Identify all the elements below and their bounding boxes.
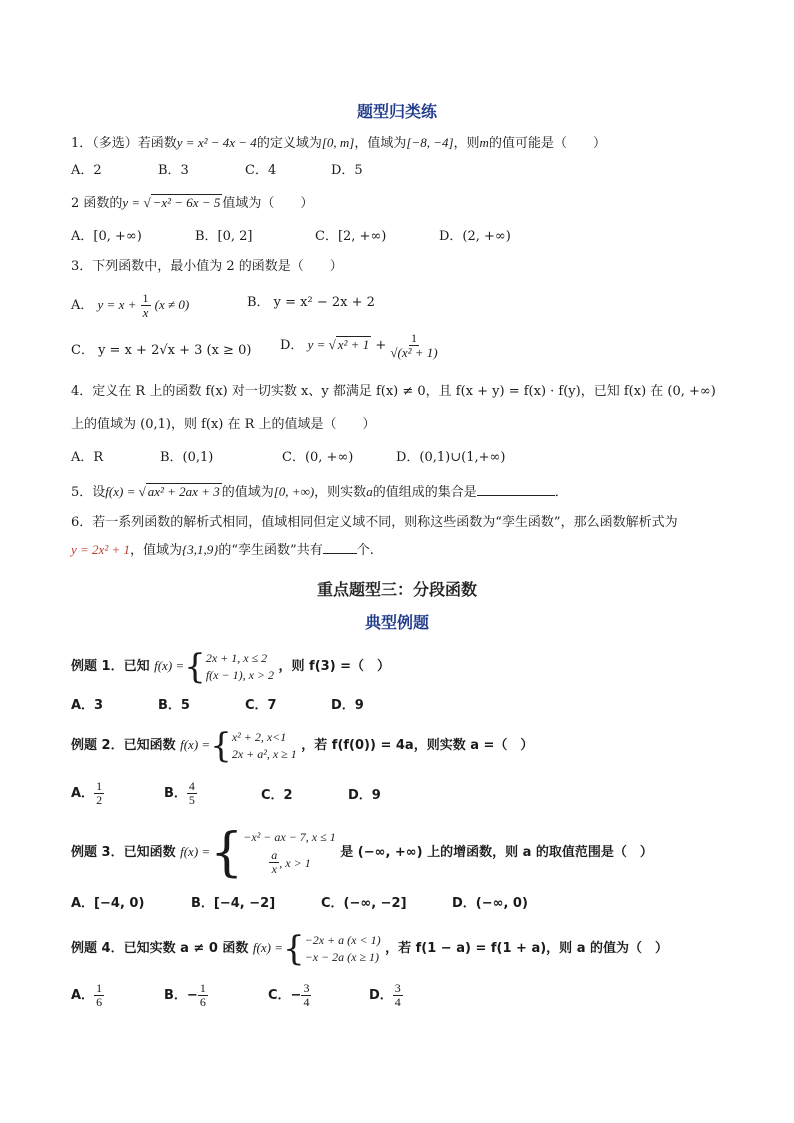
q5-text-c: ，则实数 <box>314 485 367 500</box>
ex3-option-d[interactable]: D．(−∞, 0) <box>452 896 528 911</box>
q2-func-prefix: y = √ <box>122 195 151 210</box>
ex4-fx: f(x) = <box>252 940 283 955</box>
q2-option-a[interactable]: A．[0, +∞) <box>71 229 142 244</box>
practice-section-title: 题型归类练 <box>356 102 437 121</box>
example-1-stem <box>71 646 390 686</box>
q1-text-b: 的定义域为 <box>256 136 322 151</box>
ex3-option-b[interactable]: B．[−4, −2] <box>191 896 276 911</box>
q3-option-d-plus: + <box>375 338 387 353</box>
q1-function: y = x² − 4x − 4 <box>176 135 257 150</box>
q5-text-e: ． <box>554 485 568 500</box>
left-brace-icon: { <box>210 822 244 883</box>
q3-option-a-expr: y = x + <box>97 297 137 312</box>
q1-option-a[interactable]: A．2 <box>71 163 102 178</box>
ex1-tail: ，则 f(3) =（ ） <box>278 659 391 674</box>
ex4-cases <box>305 932 381 966</box>
q6-text-a: ，值域为 <box>129 543 182 558</box>
q1-range: [−8, −4] <box>406 135 454 150</box>
ex4-option-d-label: D． <box>369 988 393 1003</box>
example-3-stem <box>71 823 653 881</box>
q4-option-d[interactable]: D．(0,1)∪(1,+∞) <box>396 450 506 465</box>
fraction-denominator: 6 <box>199 995 206 1009</box>
ex3-option-a[interactable]: A．[−4, 0) <box>71 896 145 911</box>
q2-option-d[interactable]: D．(2, +∞) <box>439 229 511 244</box>
question-3-options-row1 <box>71 288 721 322</box>
ex4-option-a-fraction <box>94 982 104 1009</box>
fraction-denominator: 5 <box>188 793 195 807</box>
q6-answer-blank[interactable] <box>323 541 357 554</box>
ex4-case-1: −2x + a (x < 1) <box>304 932 381 947</box>
q3-option-d-prefix: y = √ <box>307 337 336 352</box>
ex2-option-d[interactable]: D．9 <box>348 788 381 803</box>
q3-option-a[interactable] <box>71 292 189 319</box>
ex2-option-a-label: A． <box>71 786 95 801</box>
ex1-option-c[interactable]: C．7 <box>245 698 277 713</box>
key-section-title: 重点题型三：分段函数 <box>316 580 477 599</box>
question-1-stem <box>71 134 606 153</box>
fraction-numerator: 1 <box>199 981 206 995</box>
q5-answer-blank[interactable] <box>477 483 555 496</box>
q3-option-b[interactable]: B． y = x² − 2x + 2 <box>247 295 375 310</box>
q1-var: m <box>479 135 489 150</box>
left-brace-icon: { <box>184 646 206 687</box>
ex2-option-b-label: B． <box>164 786 187 801</box>
ex1-label: 例题 1．已知 <box>71 659 150 674</box>
question-5-stem <box>71 483 568 502</box>
ex4-option-c[interactable] <box>268 982 311 1009</box>
question-4-line-2: 上的值域为 (0,1)，则 f(x) 在 R 上的值域是（ ） <box>71 417 376 432</box>
ex3-fx: f(x) = <box>180 844 211 859</box>
examples-section-title: 典型例题 <box>364 613 429 632</box>
q6-text-b: 的“孪生函数”共有 <box>218 543 323 558</box>
ex1-fx: f(x) = <box>154 658 185 673</box>
q5-text-b: 的值域为 <box>221 485 274 500</box>
ex3-cases <box>243 829 335 876</box>
ex4-option-c-label: C．− <box>268 988 302 1003</box>
q3-option-c[interactable]: C． y = x + 2√x + 3 (x ≥ 0) <box>71 343 252 358</box>
q2-text-a: 2 函数的 <box>71 196 123 211</box>
ex2-option-b[interactable] <box>164 780 197 807</box>
q2-func-radicand: −x² − 6x − 5 <box>152 195 221 210</box>
ex2-tail: ，若 f(f(0)) = 4a，则实数 a =（ ） <box>301 738 534 753</box>
fraction-denominator: 4 <box>303 995 310 1009</box>
example-2-options <box>71 778 721 814</box>
q5-range: [0, +∞) <box>273 484 315 499</box>
ex3-case-1: −x² − ax − 7, x ≤ 1 <box>243 830 336 844</box>
q6-function: y = 2x² + 1 <box>71 542 130 557</box>
fraction-denominator: x <box>142 305 149 320</box>
q1-text-d: ，则 <box>453 136 480 151</box>
fraction-denominator: 4 <box>394 995 401 1009</box>
q5-text-d: 的值组成的集合是 <box>372 485 477 500</box>
fraction-denominator: x <box>271 862 277 876</box>
fraction-numerator: 1 <box>142 291 149 305</box>
ex2-case-2: 2x + a², x ≥ 1 <box>231 746 297 761</box>
q1-text-c: ，值域为 <box>354 136 407 151</box>
ex4-option-a-label: A． <box>71 988 95 1003</box>
ex3-case-2-fraction <box>269 849 279 876</box>
ex3-label: 例题 3．已知函数 <box>71 845 176 860</box>
q1-option-b[interactable]: B．3 <box>158 163 189 178</box>
ex3-case-2-condition: , x > 1 <box>279 855 311 870</box>
q5-var: a <box>366 484 373 499</box>
fraction-numerator: a <box>271 848 278 862</box>
ex1-option-a[interactable]: A．3 <box>71 698 104 713</box>
ex4-label: 例题 4．已知实数 a ≠ 0 函数 <box>71 941 249 956</box>
ex2-option-a-fraction <box>94 780 104 807</box>
q1-text-e: 的值可能是（ ） <box>488 136 606 151</box>
example-4-stem <box>71 927 668 969</box>
ex3-case-2 <box>269 849 335 876</box>
left-brace-icon: { <box>210 725 232 766</box>
left-brace-icon: { <box>282 928 305 969</box>
q3-option-d-label: D． <box>280 338 304 353</box>
question-6-line-2 <box>71 541 374 560</box>
question-2-stem <box>71 194 313 213</box>
q3-option-d-fraction <box>390 332 437 359</box>
q4-option-c[interactable]: C．(0, +∞) <box>282 450 354 465</box>
ex2-option-c[interactable]: C．2 <box>261 788 293 803</box>
q5-func-radicand: ax² + 2ax + 3 <box>147 484 220 499</box>
q3-option-a-label: A． <box>71 298 94 313</box>
ex1-cases <box>206 650 274 684</box>
ex4-option-d-fraction <box>393 982 403 1009</box>
ex2-option-a[interactable] <box>71 780 104 807</box>
ex4-option-b[interactable] <box>164 982 208 1009</box>
ex2-cases <box>232 729 297 763</box>
ex4-option-b-label: B．− <box>164 988 198 1003</box>
q2-option-c[interactable]: C．[2, +∞) <box>315 229 387 244</box>
fraction-denominator: 6 <box>96 995 103 1009</box>
q3-option-d[interactable] <box>280 332 438 359</box>
q3-option-a-condition: (x ≠ 0) <box>154 297 190 312</box>
q6-range-set: {3,1,9} <box>182 542 219 557</box>
fraction-denominator: 2 <box>96 793 103 807</box>
question-6-line-1: 6．若一系列函数的解析式相同，值域相同但定义域不同，则称这些函数为“孪生函数”，那么函数解析式为 <box>71 515 678 530</box>
fraction-numerator: 3 <box>394 981 401 995</box>
q5-text-a: 5．设 <box>71 485 106 500</box>
ex1-option-b[interactable]: B．5 <box>158 698 190 713</box>
q4-option-a[interactable]: A．R <box>71 450 104 465</box>
ex4-tail: ，若 f(1 − a) = f(1 + a)，则 a 的值为（ ） <box>385 941 668 956</box>
ex4-option-b-fraction <box>198 982 208 1009</box>
q3-option-d-radicand: x² + 1 <box>337 337 370 352</box>
q2-text-b: 值域为（ ） <box>222 196 314 211</box>
fraction-numerator: 1 <box>411 331 418 345</box>
ex2-label: 例题 2．已知函数 <box>71 738 176 753</box>
ex1-case-1: 2x + 1, x ≤ 2 <box>205 650 268 665</box>
q1-option-d[interactable]: D．5 <box>331 163 363 178</box>
ex3-option-c[interactable]: C．(−∞, −2] <box>321 896 407 911</box>
q5-func-prefix: f(x) = √ <box>105 484 146 499</box>
ex1-option-d[interactable]: D．9 <box>331 698 364 713</box>
ex4-option-d[interactable] <box>369 982 403 1009</box>
q4-option-b[interactable]: B．(0,1) <box>160 450 214 465</box>
fraction-numerator: 1 <box>96 981 103 995</box>
ex4-option-a[interactable] <box>71 982 104 1009</box>
ex2-option-b-fraction <box>187 780 197 807</box>
example-4-options <box>71 982 721 1018</box>
q1-option-c[interactable]: C．4 <box>245 163 277 178</box>
fraction-denominator: √(x² + 1) <box>390 345 438 360</box>
ex2-case-1: x² + 2, x<1 <box>231 729 287 744</box>
q2-option-b[interactable]: B．[0, 2] <box>195 229 253 244</box>
q1-text-a: 1．（多选）若函数 <box>71 136 177 151</box>
question-4-line-1: 4．定义在 R 上的函数 f(x) 对一切实数 x、y 都满足 f(x) ≠ 0，且 f(x + y) = f(x) · f(y)，已知 f(x) 在 (0, +∞) <box>71 384 716 399</box>
ex2-fx: f(x) = <box>180 737 211 752</box>
question-3-options-row2 <box>71 332 721 368</box>
fraction-numerator: 1 <box>96 779 103 793</box>
ex4-case-2: −x − 2a (x ≥ 1) <box>304 949 380 964</box>
q3-option-a-fraction <box>141 292 151 319</box>
question-3-stem: 3．下列函数中，最小值为 2 的函数是（ ） <box>71 259 343 274</box>
ex4-option-c-fraction <box>301 982 311 1009</box>
fraction-numerator: 4 <box>188 779 195 793</box>
fraction-numerator: 3 <box>303 981 310 995</box>
ex3-tail: 是 (−∞, +∞) 上的增函数，则 a 的取值范围是（ ） <box>340 845 653 860</box>
q1-domain: [0, m] <box>321 135 355 150</box>
example-2-stem <box>71 724 533 766</box>
q6-text-c: 个. <box>356 543 374 558</box>
ex1-case-2: f(x − 1), x > 2 <box>205 667 274 682</box>
